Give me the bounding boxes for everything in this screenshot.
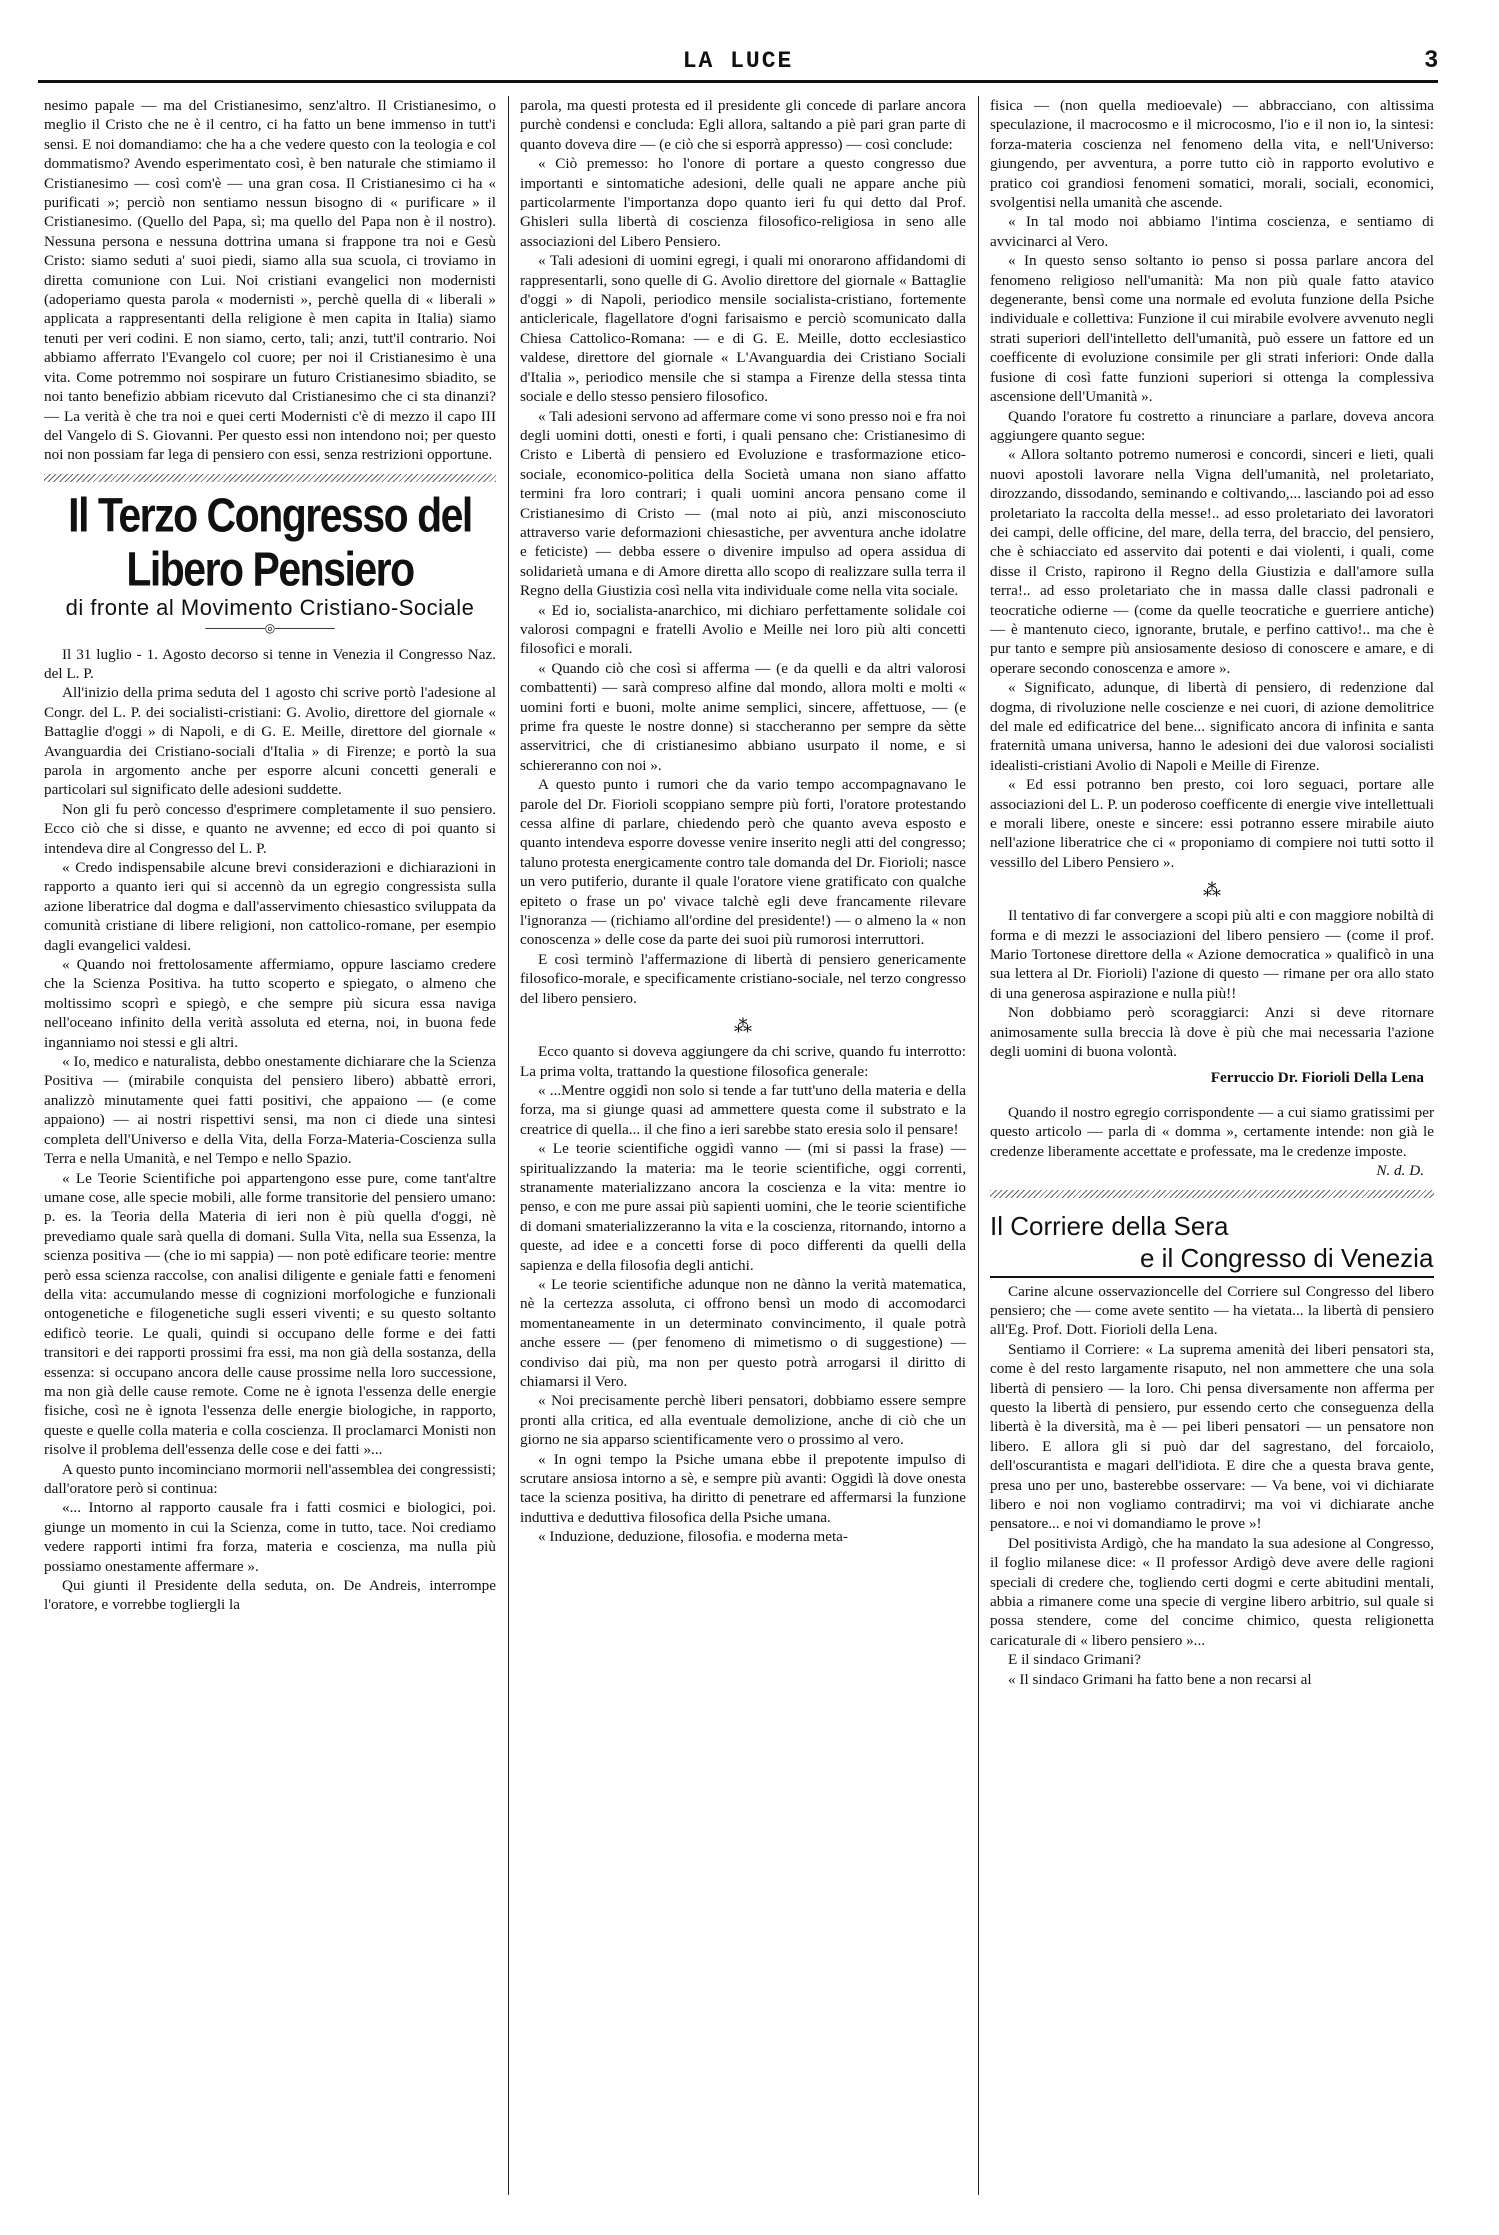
article-paragraph: « In ogni tempo la Psiche umana ebbe il prepotente impulso di scrutare ansiosa intorno a sè, e sempre più avanti: Oggidì là dove onesta tace la scienza positiva, ha diritto di penetrare ed affermarsi la funzione induttiva e deduttiva filosofica della Psiche umana. — [520, 1450, 966, 1526]
page-number: 3 — [1424, 46, 1438, 73]
article-paragraph: Del positivista Ardigò, che ha mandato la sua adesione al Congresso, il foglio milanese dice: « Il professor Ardigò deve avere delle ragioni speciali di credere che, togliendo certi dogmi e certe abitudini mentali, abbia a rimanere come una specie di vergine libero arbitrio, sul quale si possa stendere, come del concime chimico, questa religionetta caricaturale di « libero pensiero »... — [990, 1534, 1434, 1649]
section-title-rule — [990, 1276, 1434, 1278]
article-paragraph: Sentiamo il Corriere: « La suprema amenità dei liberi pensatori sta, come è del resto largamente risaputo, nel non ammettere che una sola libertà di pensiero — la loro. Chi pensa diversamente non afferma per questo la libertà di pensiero, pur essendo certo che conseguenza della libertà è la diversità, ma è — pei liberi pensatori — un pensatore non libero. E allora gli si può dar del sagrestano, del forcaiolo, dell'oscurantista e magari dell'idiota. E dire che a questa brava gente, presa uno per uno, basterebbe osservare: — Va bene, voi vi dichiarate libero e noi non vogliamo contradirvi; ma voi vi dichiarate anche pensatore... e noi vi domandiamo le prove »! — [990, 1340, 1434, 1533]
editor-initials: N. d. D. — [1376, 1162, 1424, 1180]
column-divider — [978, 96, 979, 2195]
article-paragraph: A questo punto incominciano mormorii nell'assemblea dei congressisti; dall'oratore però si continua: — [44, 1460, 496, 1497]
article-paragraph: « Credo indispensabile alcune brevi considerazioni e dichiarazioni in rapporto a quanto ieri qui si accennò da un egregio congressista sulla azione liberatrice dal dogma e dall'asservimento chiesastico sviluppata da comunità cristiane di libere religioni, non cattolico-romane, per esempio dagli evangelici valdesi. — [44, 859, 496, 954]
article-paragraph: Carine alcune osservazioncelle del Corriere sul Congresso del libero pensiero; che — come avete sentito — ha vietata... la libertà di pensiero all'Eg. Prof. Dott. Fiorioli della Lena. — [990, 1282, 1434, 1339]
article-headline: Il Terzo Congresso del Libero Pensiero — [68, 487, 472, 596]
article-paragraph: « Quando noi frettolosamente affermiamo, oppure lasciamo credere che la Scienza Positiva. ha tutto scoperto e spiegato, o almeno che moltissimo scoprì e spiegò, e che sempre più sicura essa naviga nell'oceano infinito della verità assoluta ed eterna, noi, in buona fede inganniamo noi stessi e gli altri. — [44, 956, 496, 1051]
article-paragraph: A questo punto i rumori che da vario tempo accompagnavano le parole del Dr. Fiorioli scoppiano sempre più forti, l'oratore protestando cessa alfine di parlare, chiedendo però che quanto aveva esposto e quanto intendeva esporre dovesse venire inserito negli atti del congresso; taluno protesta energicamente contro tale domanda del Dr. Fiorioli; nasce un vero putiferio, durante il quale l'oratore viene gratificato con qualche epiteto o frase un po' vivace talchè egli deve francamente rilevare l'ignoranza — (richiamo all'ordine del presidente!) — o almeno la « non conoscenza » delle cose da parte dei suoi più rumorosi interruttori. — [520, 776, 966, 949]
asterism-separator: ⁂ — [734, 1016, 752, 1037]
article-paragraph: « In tal modo noi abbiamo l'intima coscienza, e sentiamo di avvicinarci al Vero. — [990, 213, 1434, 250]
section-title — [990, 1210, 1434, 1278]
column-1 — [44, 96, 496, 2205]
editor-note: Quando il nostro egregio corrispondente — a cui siamo gratissimi per questo articolo — parla di « domma », certamente intende: non già le credenze liberamente accettate e professate, ma le credenze imposte. — [990, 1103, 1434, 1160]
article-paragraph: « Quando ciò che così si afferma — (e da quelli e da altri valorosi combattenti) — sarà compreso alfine dal mondo, allora molti e molti « uomini forti e buoni, molte anime semplici, sincere, affettuose, — (e prime fra queste le nostre donne) si staccheranno per sempre da sètte asservitrici, che di cristianesimo abbiano usurpato il nome, e si schiereranno con noi ». — [520, 659, 966, 774]
article-paragraph: parola, ma questi protesta ed il presidente gli concede di parlare ancora purchè condensi e concluda: Egli allora, saltando a piè pari gran parte di quanto doveva dire — (e ciò che si esporrà appresso) — così conclude: — [520, 97, 966, 153]
section-title-line-1: Il Corriere della Sera — [990, 1210, 1229, 1241]
article-subheadline: di fronte al Movimento Cristiano-Sociale — [65, 594, 475, 620]
ornament-divider: ───────◎─────── — [205, 621, 335, 636]
article-paragraph: E il sindaco Grimani? — [1008, 1651, 1141, 1669]
wavy-divider — [44, 474, 496, 482]
article-paragraph: « Noi precisamente perchè liberi pensatori, dobbiamo essere sempre pronti alla critica, ed alla eventuale demolizione, anche di ciò che un giorno ne sia apparso scientificamente vero o prossimo al vero. — [520, 1392, 966, 1449]
article-paragraph: « Tali adesioni di uomini egregi, i quali mi onorarono affidandomi di rappresentarli, sono quelle di G. Avolio direttore del giornale « Battaglie d'oggi » di Napoli, periodico mensile socialista-cristiano, fortemente anticlericale, flagellatore d'ogni farisaismo e perciò scomunicato dalla Chiesa Cattolico-Romana: — e di G. E. Meille, dotto ecclesiastico valdese, direttore del giornale « L'Avanguardia dei Cristiano Sociali d'Italia », periodico mensile che si stampa a Firenze della stessa tinta sociale e dello stesso pensiero filosofico. — [520, 252, 966, 406]
article-paragraph: Ecco quanto si doveva aggiungere da chi scrive, quando fu interrotto: La prima volta, trattando la questione filosofica generale: — [520, 1043, 966, 1080]
article-paragraph: « Ed io, socialista-anarchico, mi dichiaro perfettamente solidale coi valorosi compagni e fratelli Avolio e Meille nei loro più alti concetti filosofici e morali. — [520, 601, 966, 658]
article-paragraph: Quando l'oratore fu costretto a rinunciare a parlare, doveva ancora aggiungere quanto segue: — [990, 407, 1434, 444]
column-2 — [520, 96, 966, 2205]
article-paragraph: « Ciò premesso: ho l'onore di portare a questo congresso due importanti e sintomatiche adesioni, delle quali ne appare anche più particolarmente l'importanza dopo quanto ieri fu qui detto dal Prof. Ghisleri sulla libertà di coscienza filosofico-religiosa in seno alle associazioni del Libero Pensiero. — [520, 155, 966, 250]
column-divider — [508, 96, 509, 2195]
asterism-separator: ⁂ — [1203, 880, 1221, 901]
article-paragraph: « Significato, adunque, di libertà di pensiero, di redenzione dal dogma, di rivoluzione nelle coscienze e nei cuori, di azione demolitrice del male ed edificatrice del bene... significato ancora di infinita e santa fraternità umana universa, hanno le adesioni dei due valorosi socialisti idealisti-cristiani Avolio di Napoli e Meille di Firenze. — [990, 679, 1434, 774]
article-paragraph: « Le teorie scientifiche oggidì vanno — (mi si passi la frase) — spiritualizzando la materia: ma le teorie scientifiche, oggi correnti, stranamente materializzano ancora la coscienza e la vita: mentre io penso, e con me pure assai più sapienti uomini, che le teorie scientifiche di domani smaterializzeranno la vita e la coscienza, ritornando, intorno a queste, ad idee e a concetti forse di poco differenti da quelli della sapienza e della filosofia degli antichi. — [520, 1140, 966, 1274]
article-paragraph: « Allora soltanto potremo numerosi e concordi, sinceri e lieti, quali nuovi apostoli lavorare nella Vigna dell'umanità, nel proletariato, dirozzando, dissodando, seminando e coltivando,... lasciando poi ad esso proletariato la raccolta della messe!.. ad esso proletariato dei lavoratori dei campi, delle officine, del mare, della terra, del braccio, del pensiero, che è schiacciato ed asservito dai potenti e dai violenti, i quali, come disse il Cristo, rapirono il Regno della Giustizia e dall'amore sulla terra!.. ad esso proletariato che in massa dalle classi padronali e teocratiche odierne — (come da quelle teocratiche e guerriere antiche) — è mantenuto cieco, ignorante, brutale, e perfino cattivo!.. ma che è pur tanto e sempre più ansiosamente desioso di conoscere e amare, e di operare secondo conoscenza e amore ». — [990, 446, 1434, 677]
section-title-line-2: e il Congresso di Venezia — [1140, 1242, 1434, 1273]
page-header — [38, 46, 1438, 86]
article-paragraph: Il 31 luglio - 1. Agosto decorso si tenne in Venezia il Congresso Naz. del L. P. — [44, 645, 496, 682]
article-paragraph: « In questo senso soltanto io penso si possa parlare ancora del fenomeno religioso nell'umanità: Ma non più quale fatto atavico degenerante, bensì come una normale ed evoluta funzione della Psiche individuale e collettiva: Funzione il cui mirabile evolvere avvenuto negli strati superiori dell'intelletto dell'umanità, può essere un fattore ed un coefficente di evoluzione consimile per gli strati inferiori: Onde dalla fusione di così fatte funzioni superiori si ottenga la complessiva ascensione dell'Umanità ». — [990, 252, 1434, 406]
article-paragraph: « Tali adesioni servono ad affermare come vi sono presso noi e fra noi degli uomini dotti, onesti e forti, i quali pensano che: Cristianesimo di Cristo e Libertà di pensiero ed Evoluzione e trasformazione etico-sociale, economico-politica della Società umana non siano affatto termini fra loro contrari; i quali uomini ancora pensano come il Cristianesimo di Cristo — (mal noto ai più, anzi misconosciuto attraverso varie deformazioni chiesastiche, per avventura anche idolatre e feticiste) — debba essere o divenire impulso ad opera assidua di solidarietà umana e di Amore diretta allo scopo di realizzare sulla terra il Regno della Giustizia così nella vita individuale come nella vita sociale. — [520, 407, 966, 600]
article-paragraph: Non dobbiamo però scoraggiarci: Anzi si deve ritornare animosamente sulla breccia là dove è più che mai necessaria l'azione degli uomini di buona volontà. — [990, 1004, 1434, 1061]
article-paragraph: Non gli fu però concesso d'esprimere completamente il suo pensiero. Ecco ciò che si disse, e quanto ne avvenne; ed ecco di poi quanto si intendeva dire al Congresso del L. P. — [44, 800, 496, 857]
article-paragraph: E così terminò l'affermazione di libertà di pensiero genericamente filosofico-morale, e specificamente cristiano-sociale, nel terzo congresso del libero pensiero. — [520, 950, 966, 1007]
spacer — [990, 1093, 1434, 1103]
article-paragraph: « Io, medico e naturalista, debbo onestamente dichiarare che la Scienza Positiva — (mirabile conquista del pensiero libero) abbattè errori, analizzò minutamente quei fatti positivi, che appaiono — (e come appaiono) — ai nostri rispettivi sensi, ma non ci diede una sintesi completa dell'Universo e della Vita, della Forza-Materia-Coscienza sulla Terra e nella Umanità, e nel Tempo e nello Spazio. — [44, 1053, 496, 1168]
article-paragraph: All'inizio della prima seduta del 1 agosto chi scrive portò l'adesione al Congr. del L. P. dei socialisti-cristiani: G. Avolio, direttore del giornale « Battaglie d'oggi » di Napoli, e di G. E. Meille, direttore del giornale « Avanguardia dei Cristiano-sociali d'Italia » di Firenze; e portò la sua parola in argomento anche per esporre alcuni concetti generali e particolari sul significato delle adesioni suddette. — [44, 684, 496, 799]
article-paragraph: fisica — (non quella medioevale) — abbracciano, con altissima speculazione, il macrocosmo e il microcosmo, l'io e il non io, la sintesi: forza-materia coscienza nel fenomeno della vita, e nell'Universo: giungendo, per avventura, a porre tutto ciò in rapporto evolutivo e pratico coi grandiosi fenomeni somatici, morali, sociali, economici, svolgentisi nella umanità che ascende. — [990, 97, 1434, 212]
article-paragraph: « ...Mentre oggidì non solo si tende a far tutt'uno della materia e della forza, ma si giunge quasi ad ammettere questa come il substrato e la creatrice di quella... il che fino a ieri sarebbe stato eresia solo il pensare! — [520, 1081, 966, 1138]
article-paragraph: Qui giunti il Presidente della seduta, on. De Andreis, interrompe l'oratore, e vorrebbe togliergli la — [44, 1577, 496, 1614]
author-signature: Ferruccio Dr. Fiorioli Della Lena — [1210, 1068, 1424, 1086]
article-paragraph: « Ed essi potranno ben presto, coi loro seguaci, portare alle associazioni del L. P. un poderoso coefficente di energie vive intellettuali e morali libere, oneste e sincere: essi potranno essere mirabile aiuto nell'azione liberatrice che ci « proponiamo di compiere noi tutti sotto il vessillo del Libero Pensiero ». — [990, 776, 1434, 871]
column-3 — [990, 96, 1434, 2205]
wavy-divider — [990, 1190, 1434, 1198]
article-paragraph: Il tentativo di far convergere a scopi più alti e con maggiore nobiltà di forma e di mezzi le associazioni del libero pensiero — (come il prof. Mario Tortonese direttore della « Azione democratica » qualificò in una sua lettera al Dr. Fiorioli) l'azione di questo — rimane per ora allo stato di una generosa aspirazione e nulla più!! — [990, 907, 1434, 1002]
article-paragraph: «... Intorno al rapporto causale fra i fatti cosmici e biologici, poi. giunge un momento in cui la Scienza, come in tutto, tace. Noi crediamo vedere rapporti intimi fra forza, materia e coscienza, ma nulla più possiamo onestamente affermare ». — [44, 1499, 496, 1575]
article-paragraph: « Il sindaco Grimani ha fatto bene a non recarsi al — [1008, 1670, 1312, 1688]
newspaper-title: LA LUCE — [682, 48, 794, 74]
article-paragraph: nesimo papale — ma del Cristianesimo, senz'altro. Il Cristianesimo, o meglio il Cristo che ne è il centro, ci ha fatto un bene immenso in tutt'i sensi. E noi domandiamo: che ha a che vedere questo con la teologia e col dommatismo? Avendo esperimentato così, è ben naturale che stimiamo il Cristianesimo — così com'è — una gran cosa. Il Cristianesimo ci ha « purificati »; perciò non sentiamo nessun bisogno di « purificare » il Cristianesimo. (Quello del Papa, sì; ma quello del Papa non è il nostro). Nessuna persona e nessuna dottrina umana si frappone tra noi e Gesù Cristo: siamo seduti a' suoi piedi, siamo alla sua scuola, ci troviamo in diretta comunione con Lui. Noi cristiani evangelici non modernisti (adoperiamo questa parola « modernisti », perchè quella di « liberali » applicata a rappresentanti della religione è men capita in Italia) siamo tenuti per veri codini. E non siamo, certo, tali; anzi, tutt'il contrario. Noi abbiamo afferrato l'Evangelo col cuore; per noi il Cristianesimo è una vita. Come potremmo noi sospirare un futuro Cristianesimo sbiadito, se noi tanto benefizio abbiam ricevuto dal Cristianesimo che ci sta dinanzi? — La verità è che tra noi e quei certi Modernisti c'è di mezzo il capo III del Vangelo di S. Giovanni. Per questo essi non intendono noi; per questo noi non possiam far lega di pensiero con essi, senza restrizioni opportune. — [44, 97, 496, 464]
header-rule — [38, 80, 1438, 83]
article-paragraph: « Le Teorie Scientifiche poi appartengono esse pure, come tant'altre umane cose, alle specie mobili, alle forme transitorie del pensiero umano: p. es. la Teoria della Materia di ieri non è più quella d'oggi, nè prevediamo quale sarà quella di domani. Sulla Vita, nella sua Essenza, la scienza positiva — (che io mi sappia) — non potè edificare teorie: mentre però essa scienza raccolse, con analisi diligente e geniale fatti e fenomeni della vita: accumulando messe di cognizioni morfologiche e funzionali ontogenetiche e filogenetiche sugli esseri viventi; e su questo soltanto edificò teorie. Le quali, quindi si occupano delle forme e dei fatti transitori e dei rapporti prossimi fra essi, ma non già della sostanza, della essenza: si occupano ancora delle cause prossime nella loro successione, ma non già delle cause remote. Come ne è ignota l'essenza delle energie fisiche, così ne è ignota l'essenza delle energie biologiche, in rapporto, queste e quelle colla materia e colla coscienza. Il proclamarci Monisti non risolve il problema dell'essenza delle cose e dei fatti »... — [44, 1169, 496, 1459]
article-paragraph: « Le teorie scientifiche adunque non ne dànno la verità matematica, nè la certezza assoluta, ci offrono bensì un modo di accomodarci momentaneamente in un determinato convincimento, il quale potrà anche essere — (per fenomeno di mimetismo o di suggestione) — condiviso dai più, ma non per questo potrà arrogarsi il diritto di chiamarsi il Vero. — [520, 1275, 966, 1390]
article-paragraph: « Induzione, deduzione, filosofia. e moderna meta- — [538, 1528, 848, 1546]
